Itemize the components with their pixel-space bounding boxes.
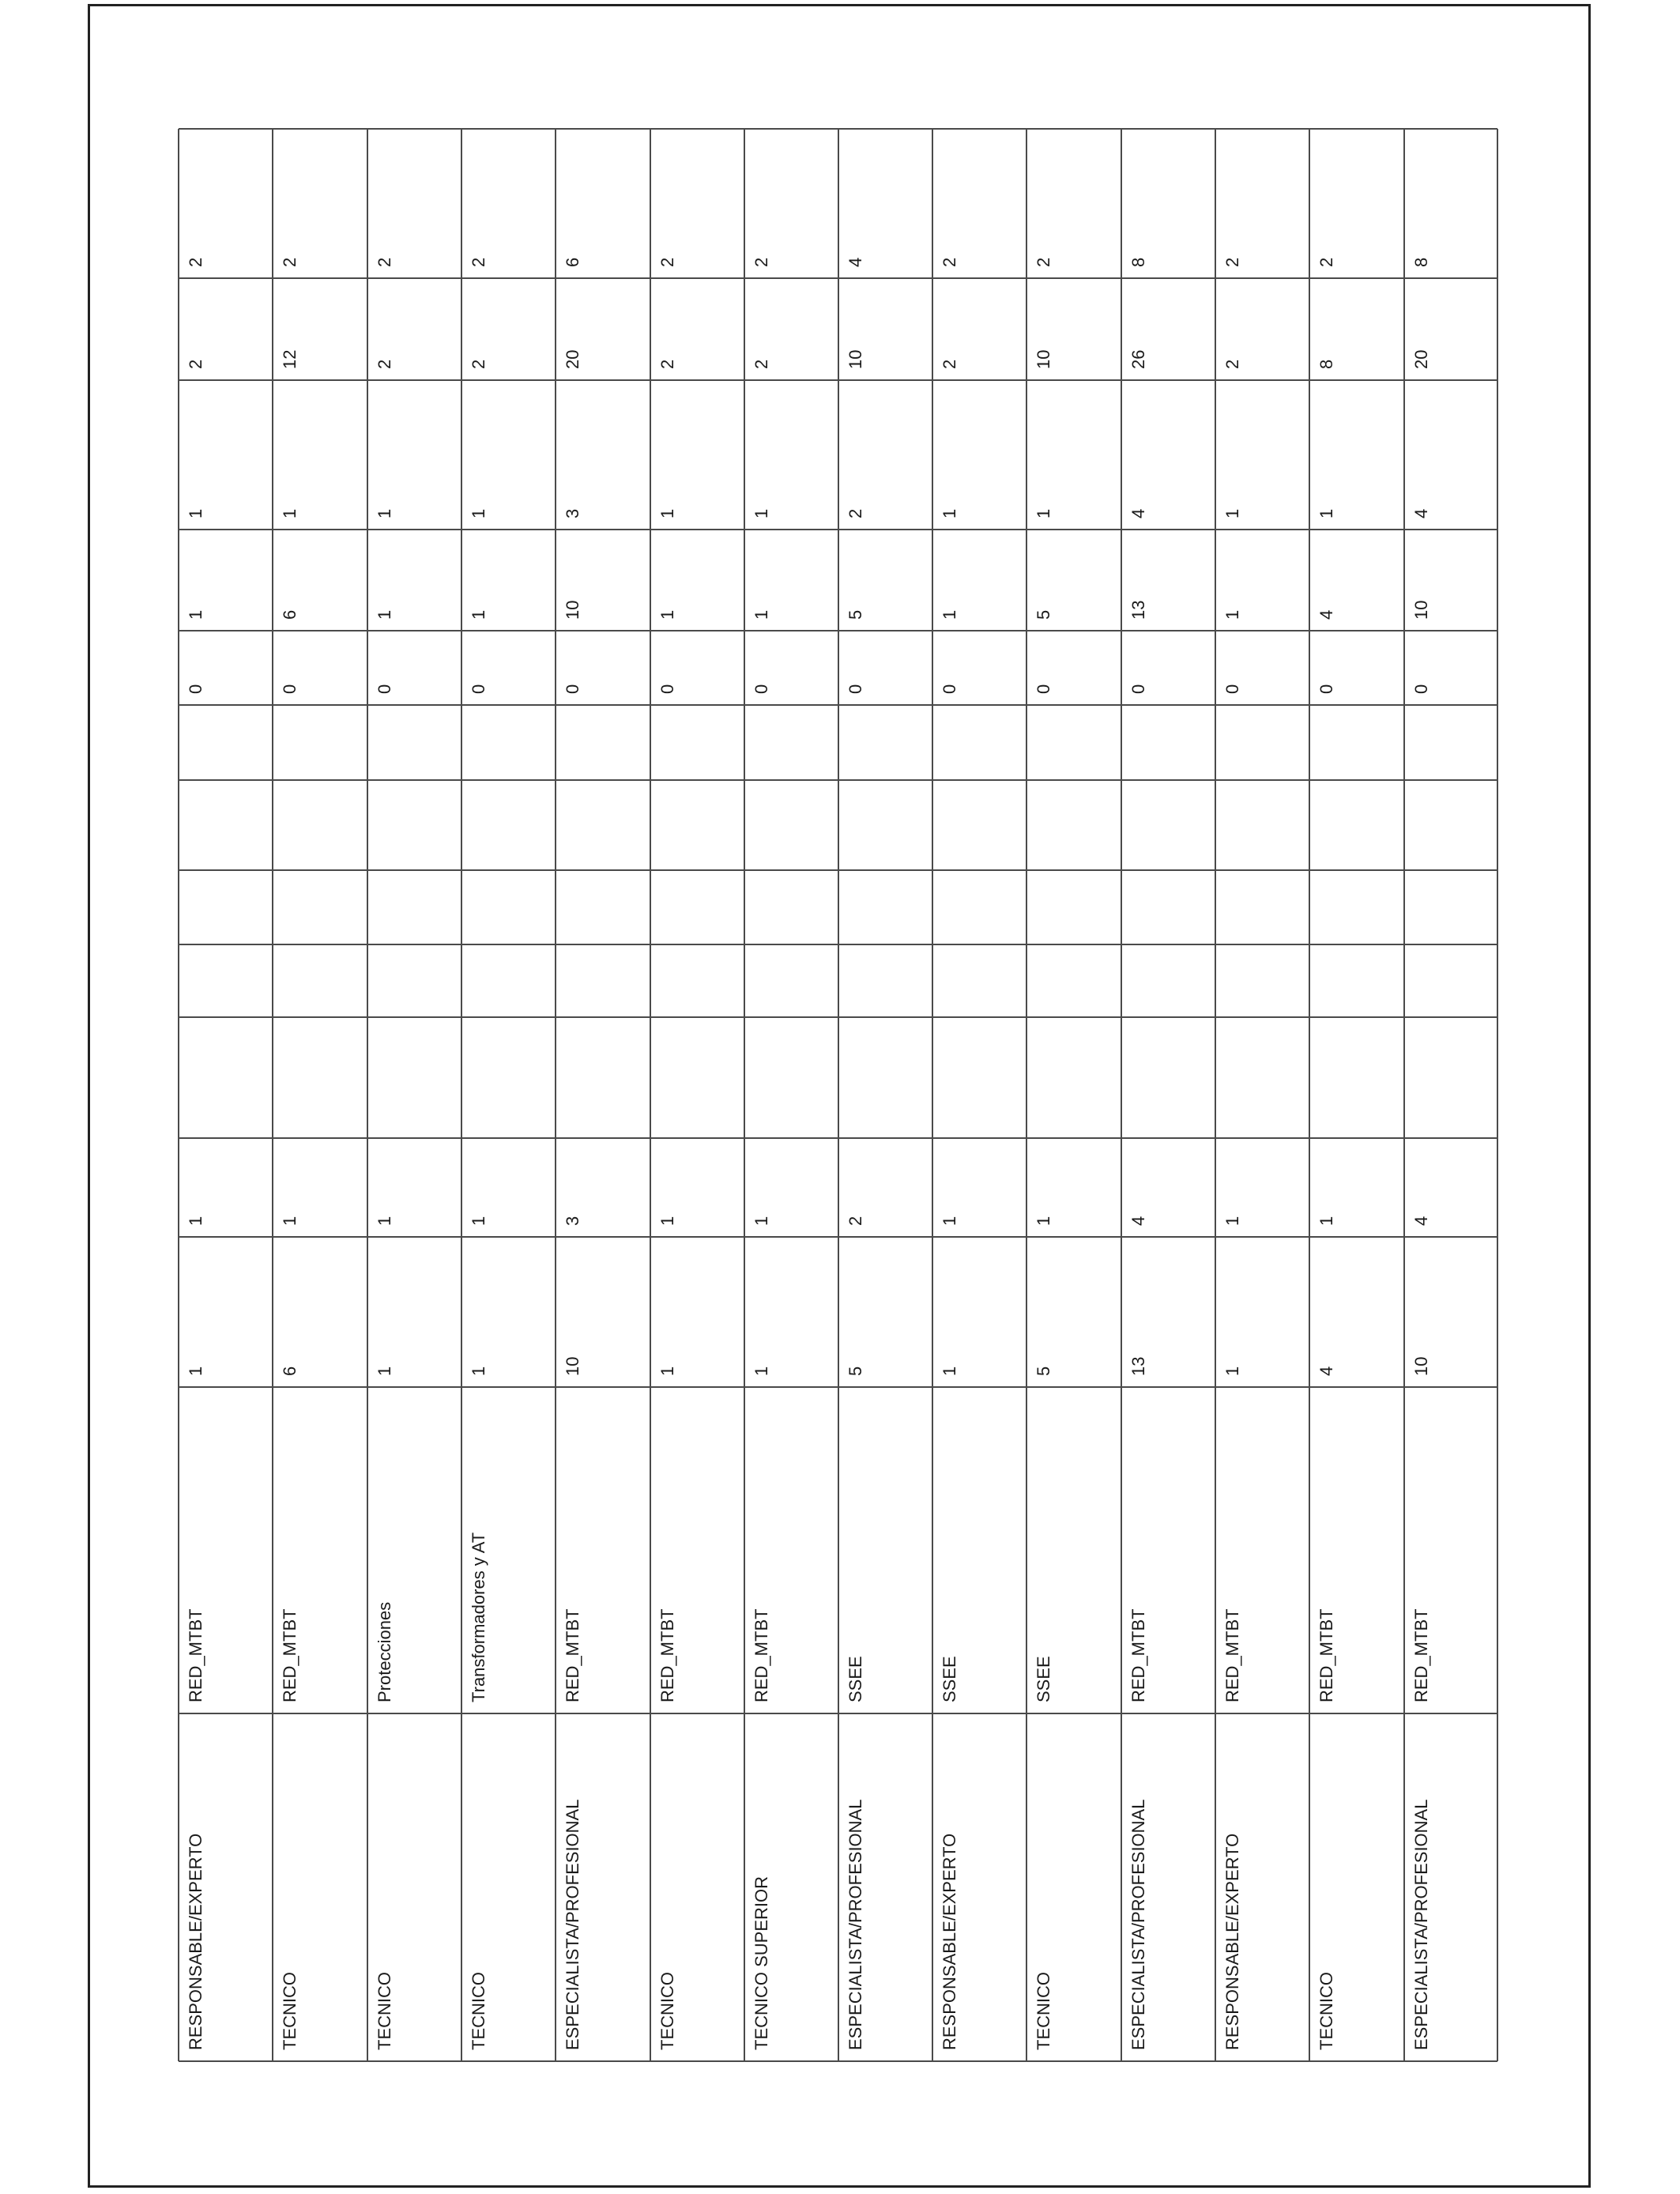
cell-col-g: 2	[940, 257, 959, 267]
cell-col-d: 1	[469, 609, 488, 620]
cell-col-a: 6	[280, 1366, 299, 1376]
cell-col-f: 8	[1317, 359, 1336, 369]
cell-category: TECNICO	[375, 1972, 394, 2050]
cell-col-b: 1	[657, 1216, 677, 1226]
cell-col-e: 1	[469, 508, 488, 518]
grid-line-vertical	[555, 129, 556, 2061]
grid-line-horizontal	[179, 869, 1497, 871]
cell-col-g: 2	[375, 257, 394, 267]
cell-area: RED_MTBT	[751, 1608, 771, 1702]
cell-col-g: 2	[1222, 257, 1242, 267]
cell-category: TECNICO	[657, 1972, 677, 2050]
grid-line-vertical	[272, 129, 273, 2061]
cell-col-f: 10	[846, 349, 865, 369]
grid-line-horizontal	[179, 779, 1497, 781]
cell-col-g: 2	[751, 257, 771, 267]
grid-line-horizontal	[179, 704, 1497, 706]
cell-col-b: 3	[563, 1216, 582, 1226]
cell-col-c: 0	[280, 684, 299, 694]
cell-category: TECNICO SUPERIOR	[751, 1875, 771, 2050]
grid-line-horizontal	[179, 277, 1497, 279]
cell-col-b: 1	[940, 1216, 959, 1226]
cell-col-e: 1	[1034, 508, 1053, 518]
cell-col-a: 1	[657, 1366, 677, 1376]
cell-col-e: 4	[1128, 508, 1148, 518]
cell-col-b: 1	[280, 1216, 299, 1226]
cell-col-f: 2	[186, 359, 205, 369]
cell-col-a: 1	[469, 1366, 488, 1376]
cell-area: Transformadores y AT	[469, 1532, 488, 1702]
cell-category: TECNICO	[469, 1972, 488, 2050]
cell-col-a: 10	[563, 1356, 582, 1376]
cell-col-c: 0	[1317, 684, 1336, 694]
cell-category: ESPECIALISTA/PROFESIONAL	[563, 1799, 582, 2050]
cell-col-a: 5	[1034, 1366, 1053, 1376]
cell-area: SSEE	[1034, 1656, 1053, 1702]
cell-col-f: 10	[1034, 349, 1053, 369]
cell-col-e: 1	[1222, 508, 1242, 518]
grid-line-horizontal	[179, 1386, 1497, 1388]
cell-col-g: 2	[657, 257, 677, 267]
cell-col-a: 1	[940, 1366, 959, 1376]
cell-col-d: 1	[940, 609, 959, 620]
cell-category: ESPECIALISTA/PROFESIONAL	[1411, 1799, 1431, 2050]
grid-line-horizontal	[179, 1016, 1497, 1018]
cell-area: RED_MTBT	[657, 1608, 677, 1702]
cell-category: ESPECIALISTA/PROFESIONAL	[846, 1799, 865, 2050]
grid-line-vertical	[367, 129, 368, 2061]
cell-col-d: 1	[186, 609, 205, 620]
grid-line-horizontal	[179, 944, 1497, 945]
grid-line-horizontal	[179, 128, 1497, 130]
cell-category: RESPONSABLE/EXPERTO	[186, 1833, 205, 2050]
grid-line-vertical	[178, 129, 179, 2061]
cell-col-e: 1	[280, 508, 299, 518]
cell-col-c: 0	[563, 684, 582, 694]
grid-line-vertical	[461, 129, 462, 2061]
cell-col-c: 0	[1128, 684, 1148, 694]
cell-area: RED_MTBT	[1411, 1608, 1431, 1702]
cell-col-e: 1	[1317, 508, 1336, 518]
cell-col-a: 1	[1222, 1366, 1242, 1376]
cell-col-a: 13	[1128, 1356, 1148, 1376]
cell-col-e: 1	[751, 508, 771, 518]
cell-col-a: 5	[846, 1366, 865, 1376]
cell-area: SSEE	[846, 1656, 865, 1702]
cell-category: TECNICO	[1034, 1972, 1053, 2050]
grid-line-horizontal	[179, 1236, 1497, 1238]
cell-col-d: 6	[280, 609, 299, 620]
cell-col-e: 1	[657, 508, 677, 518]
cell-col-c: 0	[940, 684, 959, 694]
cell-col-d: 5	[1034, 609, 1053, 620]
cell-col-f: 2	[1222, 359, 1242, 369]
cell-col-e: 1	[940, 508, 959, 518]
cell-col-d: 1	[751, 609, 771, 620]
cell-category: RESPONSABLE/EXPERTO	[940, 1833, 959, 2050]
cell-col-f: 2	[657, 359, 677, 369]
cell-col-c: 0	[186, 684, 205, 694]
grid-line-vertical	[838, 129, 839, 2061]
cell-col-d: 13	[1128, 600, 1148, 620]
cell-col-a: 10	[1411, 1356, 1431, 1376]
cell-col-e: 4	[1411, 508, 1431, 518]
cell-area: RED_MTBT	[280, 1608, 299, 1702]
cell-area: RED_MTBT	[186, 1608, 205, 1702]
grid-line-vertical	[1309, 129, 1310, 2061]
cell-col-g: 2	[280, 257, 299, 267]
cell-col-d: 5	[846, 609, 865, 620]
grid-line-horizontal	[179, 1137, 1497, 1139]
cell-col-g: 2	[1034, 257, 1053, 267]
cell-col-c: 0	[657, 684, 677, 694]
cell-col-c: 0	[375, 684, 394, 694]
cell-area: RED_MTBT	[1317, 1608, 1336, 1702]
grid-line-vertical	[1026, 129, 1027, 2061]
cell-col-b: 4	[1411, 1216, 1431, 1226]
cell-category: RESPONSABLE/EXPERTO	[1222, 1833, 1242, 2050]
grid-line-vertical	[1215, 129, 1216, 2061]
cell-col-g: 8	[1128, 257, 1148, 267]
cell-category: ESPECIALISTA/PROFESIONAL	[1128, 1799, 1148, 2050]
cell-col-g: 2	[1317, 257, 1336, 267]
cell-col-f: 2	[751, 359, 771, 369]
grid-line-horizontal	[179, 379, 1497, 381]
cell-col-g: 8	[1411, 257, 1431, 267]
cell-col-a: 1	[375, 1366, 394, 1376]
cell-col-d: 1	[1222, 609, 1242, 620]
cell-col-c: 0	[1034, 684, 1053, 694]
grid-line-vertical	[650, 129, 651, 2061]
cell-col-d: 10	[563, 600, 582, 620]
grid-line-vertical	[744, 129, 745, 2061]
grid-line-vertical	[1403, 129, 1405, 2061]
cell-area: RED_MTBT	[563, 1608, 582, 1702]
grid-line-vertical	[932, 129, 933, 2061]
grid-line-vertical	[1121, 129, 1122, 2061]
cell-col-c: 0	[1411, 684, 1431, 694]
cell-area: SSEE	[940, 1656, 959, 1702]
cell-col-e: 2	[846, 508, 865, 518]
cell-col-a: 4	[1317, 1366, 1336, 1376]
cell-category: TECNICO	[1317, 1972, 1336, 2050]
cell-col-a: 1	[751, 1366, 771, 1376]
cell-col-d: 4	[1317, 609, 1336, 620]
grid-line-horizontal	[179, 630, 1497, 631]
cell-col-f: 26	[1128, 349, 1148, 369]
cell-col-b: 1	[1317, 1216, 1336, 1226]
cell-col-g: 2	[186, 257, 205, 267]
grid-line-horizontal	[179, 529, 1497, 530]
cell-col-g: 2	[469, 257, 488, 267]
grid-line-horizontal	[179, 2060, 1497, 2062]
cell-col-d: 1	[375, 609, 394, 620]
cell-col-b: 1	[1034, 1216, 1053, 1226]
cell-col-c: 0	[751, 684, 771, 694]
cell-col-e: 3	[563, 508, 582, 518]
cell-col-e: 1	[186, 508, 205, 518]
cell-category: TECNICO	[280, 1972, 299, 2050]
cell-col-g: 4	[846, 257, 865, 267]
cell-col-f: 20	[1411, 349, 1431, 369]
cell-col-c: 0	[1222, 684, 1242, 694]
cell-area: RED_MTBT	[1222, 1608, 1242, 1702]
cell-col-b: 1	[751, 1216, 771, 1226]
cell-col-g: 6	[563, 257, 582, 267]
cell-col-c: 0	[846, 684, 865, 694]
cell-col-f: 2	[375, 359, 394, 369]
cell-col-f: 20	[563, 349, 582, 369]
cell-col-f: 12	[280, 349, 299, 369]
grid-line-vertical	[1497, 129, 1498, 2061]
cell-col-d: 10	[1411, 600, 1431, 620]
cell-col-d: 1	[657, 609, 677, 620]
cell-col-b: 1	[1222, 1216, 1242, 1226]
cell-col-b: 1	[469, 1216, 488, 1226]
cell-col-a: 1	[186, 1366, 205, 1376]
cell-col-b: 4	[1128, 1216, 1148, 1226]
cell-col-f: 2	[940, 359, 959, 369]
cell-col-e: 1	[375, 508, 394, 518]
cell-area: Protecciones	[375, 1601, 394, 1702]
cell-col-b: 2	[846, 1216, 865, 1226]
cell-col-f: 2	[469, 359, 488, 369]
cell-area: RED_MTBT	[1128, 1608, 1148, 1702]
grid-line-horizontal	[179, 1713, 1497, 1714]
cell-col-b: 1	[375, 1216, 394, 1226]
cell-col-c: 0	[469, 684, 488, 694]
cell-col-b: 1	[186, 1216, 205, 1226]
